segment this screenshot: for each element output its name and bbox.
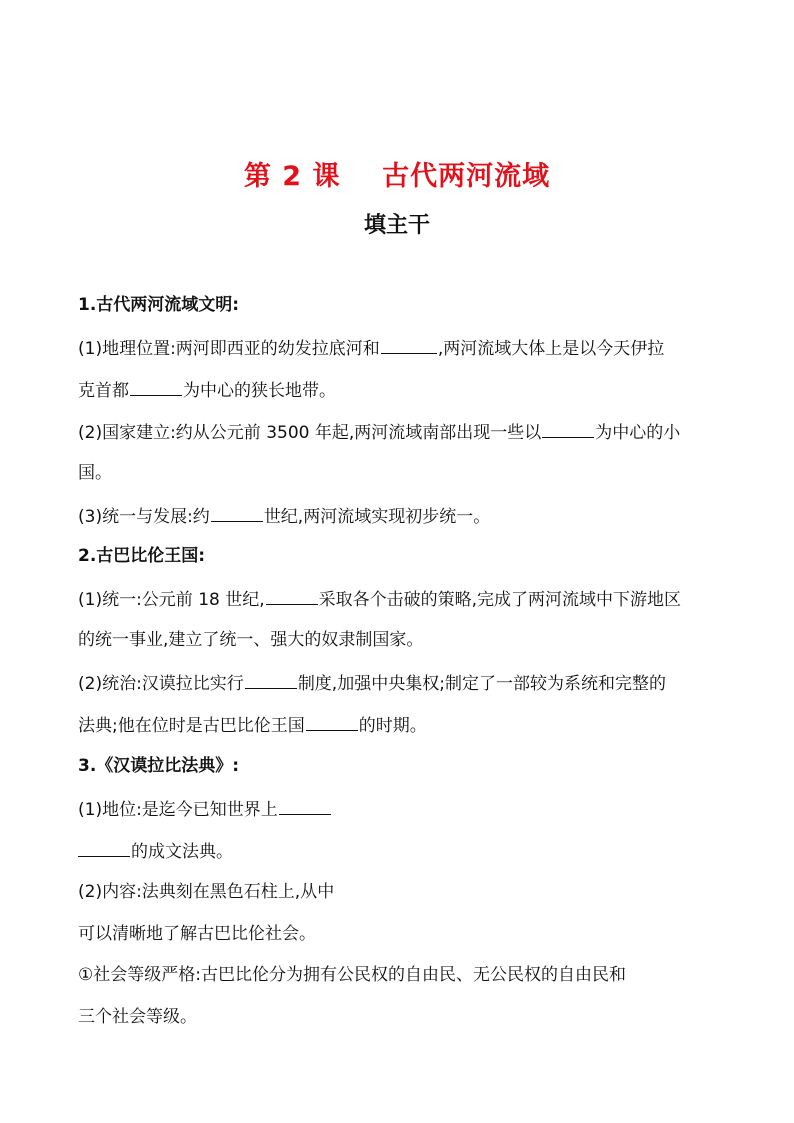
section-subtitle: 填主干 — [363, 213, 430, 238]
text-line — [78, 335, 664, 361]
text-line — [78, 461, 112, 485]
fill-blank[interactable] — [130, 377, 182, 396]
fill-blank[interactable] — [306, 712, 358, 731]
fill-blank[interactable] — [279, 796, 331, 815]
text-line — [78, 880, 334, 904]
text-line — [78, 377, 336, 403]
text-segment: 的时期。 — [358, 716, 427, 736]
text-segment: ,两河流域大体上是以今天伊拉 — [437, 339, 665, 359]
text-segment: 的统一事业,建立了统一、强大的奴隶制国家。 — [78, 630, 424, 650]
text-segment: 国。 — [78, 463, 112, 483]
text-segment: 世纪,两河流域实现初步统一。 — [263, 507, 491, 527]
text-segment: (1)统一:公元前 18 世纪, — [78, 590, 265, 610]
text-segment: ①社会等级严格:古巴比伦分为拥有公民权的自由民、无公民权的自由民和 — [78, 965, 626, 985]
text-segment: 为中心的小 — [595, 423, 681, 443]
text-segment: 的成文法典。 — [131, 842, 233, 862]
text-segment: (2)内容:法典刻在黑色石柱上,从中 — [78, 882, 335, 902]
text-segment: (1)地位:是迄今已知世界上 — [78, 800, 278, 820]
fill-blank[interactable] — [542, 419, 594, 438]
text-segment: (1)地理位置:两河即西亚的幼发拉底河和 — [78, 339, 380, 359]
fill-blank[interactable] — [266, 586, 318, 605]
text-segment: (2)统治:汉谟拉比实行 — [78, 674, 244, 694]
fill-blank[interactable] — [381, 335, 437, 354]
text-segment: (3)统一与发展:约 — [78, 507, 210, 527]
text-segment: 三个社会等级。 — [78, 1007, 197, 1027]
text-line — [78, 963, 626, 987]
text-line — [78, 670, 666, 696]
fill-blank[interactable] — [211, 503, 263, 522]
text-segment: 克首都 — [78, 381, 129, 401]
text-line — [78, 712, 427, 738]
text-segment: 法典;他在位时是古巴比伦王国 — [78, 716, 305, 736]
text-segment: 制度,加强中央集权;制定了一部较为系统和完整的 — [297, 674, 666, 694]
text-line — [78, 503, 490, 529]
fill-blank[interactable] — [245, 670, 297, 689]
text-line — [78, 586, 681, 612]
text-segment: (2)国家建立:约从公元前 3500 年起,两河流域南部出现一些以 — [78, 423, 542, 443]
text-line — [78, 1005, 197, 1029]
heading-babylonian-kingdom: 2.古巴比伦王国: — [78, 546, 206, 566]
text-segment: 可以清晰地了解古巴比伦社会。 — [78, 924, 316, 944]
text-line — [78, 628, 423, 652]
text-segment: 采取各个击破的策略,完成了两河流域中下游地区 — [318, 590, 682, 610]
text-line — [78, 419, 680, 445]
text-segment: 为中心的狭长地带。 — [183, 381, 336, 401]
heading-ancient-civilization: 1.古代两河流域文明: — [78, 295, 240, 315]
text-line — [78, 838, 233, 864]
text-line — [78, 922, 316, 946]
fill-blank[interactable] — [78, 838, 130, 857]
text-line — [78, 796, 332, 822]
lesson-title: 第 2 课 古代两河流域 — [243, 161, 551, 192]
heading-hammurabi-code: 3.《汉谟拉比法典》: — [78, 756, 240, 776]
